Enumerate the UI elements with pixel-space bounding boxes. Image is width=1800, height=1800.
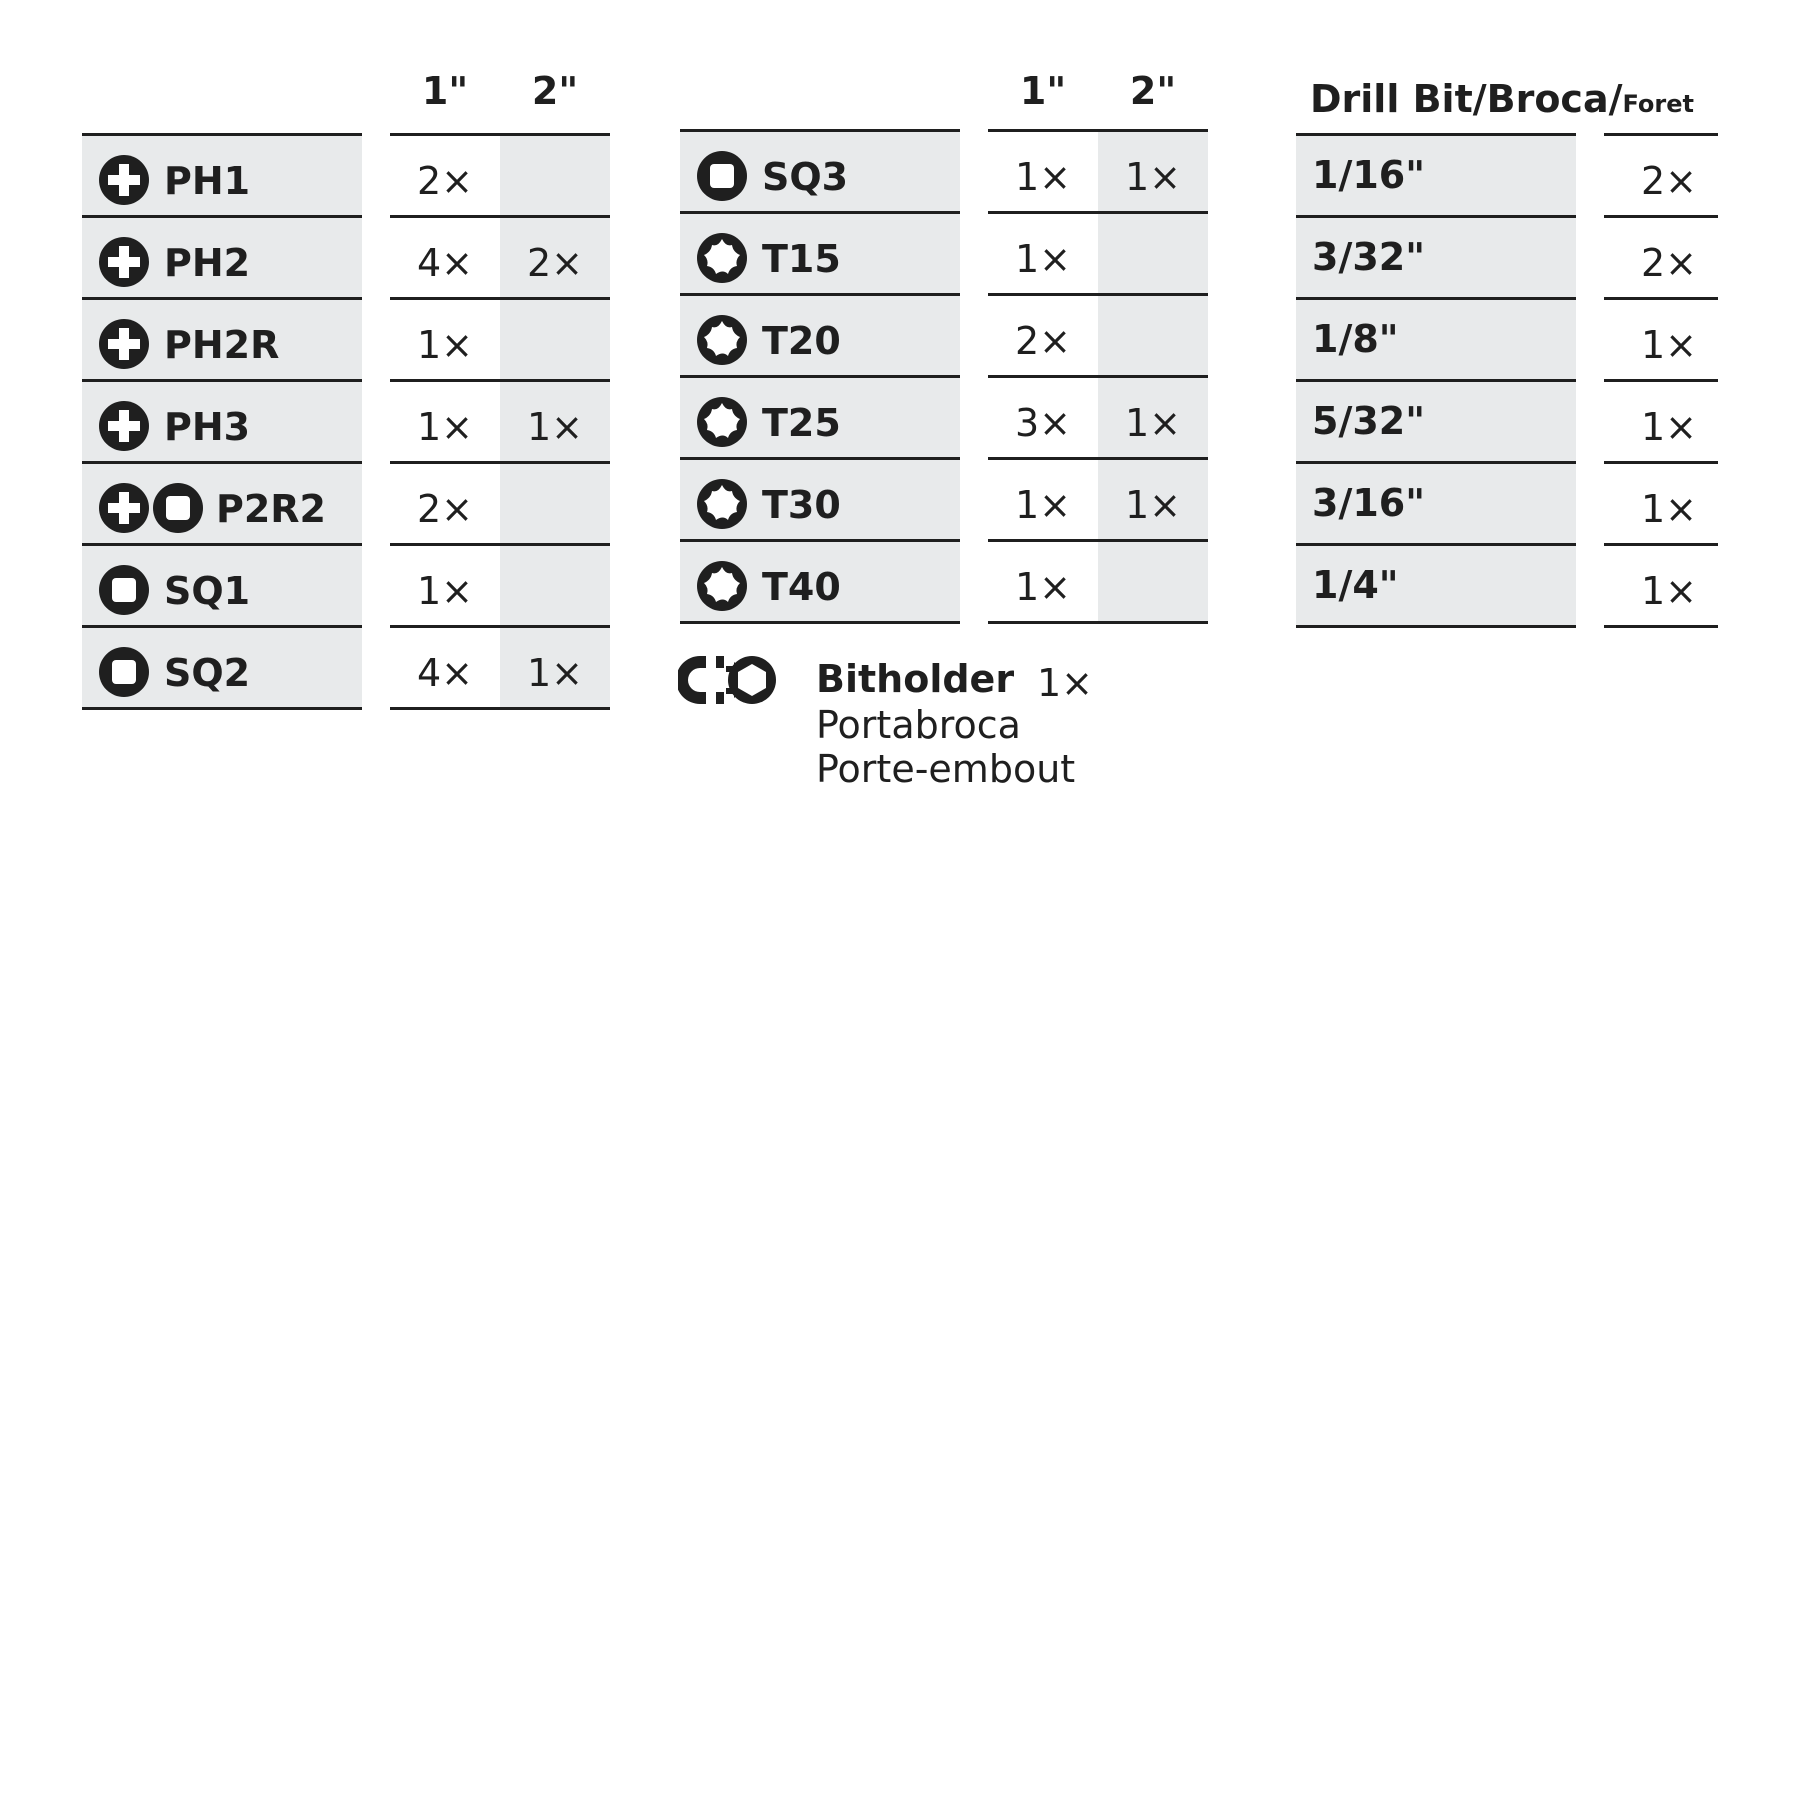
qty-1-inch: 4× bbox=[416, 651, 474, 695]
bit-label: PH2 bbox=[164, 241, 251, 285]
bit-label: T20 bbox=[762, 319, 841, 363]
qty-1-inch: 2× bbox=[416, 159, 474, 203]
drill-qty: 1× bbox=[1640, 569, 1698, 613]
torx-icon bbox=[696, 314, 748, 366]
square-icon bbox=[696, 150, 748, 202]
qty-1-inch: 1× bbox=[1014, 565, 1072, 609]
drill-size-label: 1/16" bbox=[1312, 153, 1425, 197]
qty-1-inch: 1× bbox=[416, 569, 474, 613]
square-icon bbox=[152, 482, 204, 534]
bit-label: PH1 bbox=[164, 159, 251, 203]
bit-label: SQ3 bbox=[762, 155, 849, 199]
drill-qty: 1× bbox=[1640, 323, 1698, 367]
header-2-inch: 2" bbox=[531, 69, 579, 113]
phillips-icon bbox=[98, 154, 150, 206]
torx-icon bbox=[696, 396, 748, 448]
drill-qty: 1× bbox=[1640, 405, 1698, 449]
phillips-icon bbox=[98, 400, 150, 452]
drill-qty: 2× bbox=[1640, 241, 1698, 285]
qty-2-inch: 1× bbox=[1124, 155, 1182, 199]
drill-qty: 1× bbox=[1640, 487, 1698, 531]
torx-icon bbox=[696, 478, 748, 530]
qty-1-inch: 1× bbox=[416, 405, 474, 449]
bit-label: T30 bbox=[762, 483, 841, 527]
qty-1-inch: 2× bbox=[416, 487, 474, 531]
qty-2-inch: 2× bbox=[526, 241, 584, 285]
qty-cell-2-inch bbox=[500, 464, 610, 546]
drill-bit-header-main: Drill Bit/Broca/ bbox=[1310, 77, 1623, 121]
bit-label: T15 bbox=[762, 237, 841, 281]
qty-cell-2-inch bbox=[500, 546, 610, 628]
square-icon bbox=[98, 646, 150, 698]
drill-size-label: 3/32" bbox=[1312, 235, 1425, 279]
qty-cell-2-inch bbox=[500, 136, 610, 218]
bit-label: T40 bbox=[762, 565, 841, 609]
phillips-icon bbox=[98, 318, 150, 370]
drill-bit-header-small: Foret bbox=[1622, 90, 1694, 118]
qty-1-inch: 1× bbox=[1014, 237, 1072, 281]
qty-1-inch: 1× bbox=[416, 323, 474, 367]
bit-label: PH3 bbox=[164, 405, 251, 449]
qty-1-inch: 4× bbox=[416, 241, 474, 285]
qty-cell-2-inch bbox=[1098, 542, 1208, 624]
qty-2-inch: 1× bbox=[1124, 401, 1182, 445]
square-icon bbox=[98, 564, 150, 616]
bitholder-title: Bitholder bbox=[816, 657, 1015, 701]
drill-size-label: 1/4" bbox=[1312, 563, 1399, 607]
bit-label: T25 bbox=[762, 401, 841, 445]
drill-qty: 2× bbox=[1640, 159, 1698, 203]
magnetic-bitholder-icon bbox=[678, 652, 776, 708]
torx-icon bbox=[696, 232, 748, 284]
qty-cell-2-inch bbox=[500, 300, 610, 382]
qty-1-inch: 3× bbox=[1014, 401, 1072, 445]
header-2-inch: 2" bbox=[1129, 69, 1177, 113]
torx-icon bbox=[696, 560, 748, 612]
header-1-inch: 1" bbox=[421, 69, 469, 113]
bit-label: PH2R bbox=[164, 323, 280, 367]
qty-2-inch: 1× bbox=[526, 651, 584, 695]
qty-2-inch: 1× bbox=[1124, 483, 1182, 527]
drill-bit-header bbox=[1310, 77, 1694, 121]
phillips-icon bbox=[98, 482, 150, 534]
qty-1-inch: 2× bbox=[1014, 319, 1072, 363]
drill-size-label: 3/16" bbox=[1312, 481, 1425, 525]
bitholder-french: Porte-embout bbox=[816, 747, 1076, 791]
bit-label: SQ2 bbox=[164, 651, 251, 695]
qty-cell-2-inch bbox=[1098, 296, 1208, 378]
drill-size-label: 5/32" bbox=[1312, 399, 1425, 443]
bitholder-spanish: Portabroca bbox=[816, 703, 1021, 747]
header-1-inch: 1" bbox=[1019, 69, 1067, 113]
qty-cell-2-inch bbox=[1098, 214, 1208, 296]
qty-1-inch: 1× bbox=[1014, 155, 1072, 199]
qty-2-inch: 1× bbox=[526, 405, 584, 449]
drill-size-label: 1/8" bbox=[1312, 317, 1399, 361]
bit-label: P2R2 bbox=[216, 487, 326, 531]
bit-label: SQ1 bbox=[164, 569, 251, 613]
bitholder-count: 1× bbox=[1036, 661, 1094, 705]
phillips-icon bbox=[98, 236, 150, 288]
qty-1-inch: 1× bbox=[1014, 483, 1072, 527]
